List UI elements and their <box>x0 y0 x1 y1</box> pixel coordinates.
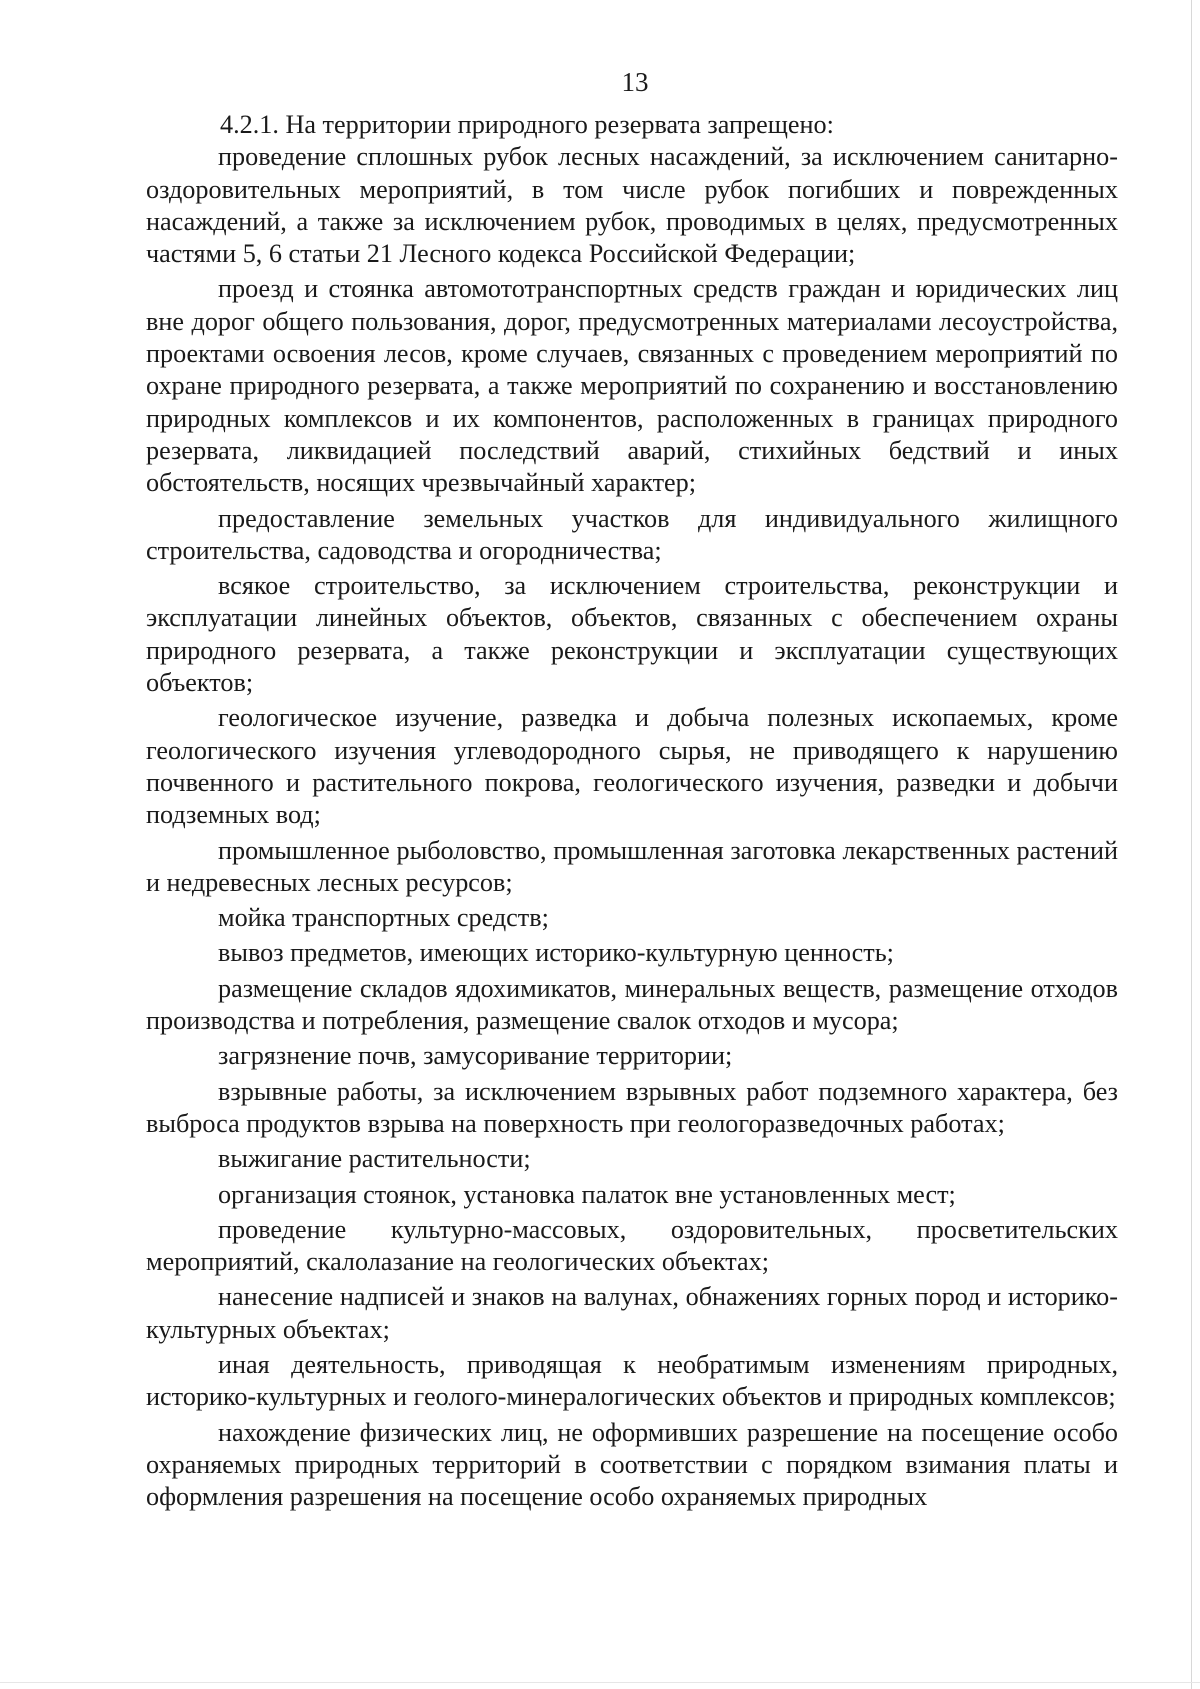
scan-edge-line <box>1191 0 1192 1689</box>
prohibition-item: организация стоянок, установка палаток вне установленных мест; <box>218 1179 956 1209</box>
prohibition-item: нанесение надписей и знаков на валунах, обнажениях горных пород и историко-культурных объектах; <box>146 1282 1118 1344</box>
prohibition-item: мойка транспортных средств; <box>218 903 549 933</box>
page-number: 13 <box>621 67 649 97</box>
prohibition-item: промышленное рыболовство, промышленная заготовка лекарственных растений и недревесных лесных ресурсов; <box>146 835 1118 897</box>
prohibition-item: нахождение физических лиц, не оформивших разрешение на посещение особо охраняемых природных территорий в соответствии с порядком взимания платы и оформления разрешения на посещение особо охраняемых природных <box>146 1417 1118 1512</box>
section-heading: 4.2.1. На территории природного резервата запрещено: <box>220 110 834 139</box>
prohibition-item: загрязнение почв, замусоривание территории; <box>218 1041 733 1071</box>
prohibition-item: выжигание растительности; <box>218 1144 531 1174</box>
document-body <box>146 109 1118 1513</box>
prohibition-item: геологическое изучение, разведка и добыча полезных ископаемых, кроме геологического изучения углеводородного сырья, не приводящего к нарушению почвенного и растительного покрова, геологического изучения, разведки и добычи подземных вод; <box>146 703 1118 830</box>
prohibition-item: всякое строительство, за исключением строительства, реконструкции и эксплуатации линейных объектов, объектов, связанных с обеспечением охраны природного резервата, а также реконструкции и эксплуатации существующих объектов; <box>146 571 1118 698</box>
prohibition-item: проведение сплошных рубок лесных насаждений, за исключением санитарно-оздоровительных мероприятий, в том числе рубок погибших и поврежденных насаждений, а также за исключением рубок, проводимых в целях, предусмотренных частями 5, 6 статьи 21 Лесного кодекса Российской Федерации; <box>146 142 1118 269</box>
prohibition-item: проведение культурно-массовых, оздоровительных, просветительских мероприятий, скалолазание на геологических объектах; <box>146 1214 1118 1277</box>
scan-bottom-line <box>0 1682 1200 1683</box>
prohibition-item: проезд и стоянка автомототранспортных средств граждан и юридических лиц вне дорог общего пользования, дорог, предусмотренных материалами лесоустройства, проектами освоения лесов, кроме случаев, связанных с проведением мероприятий по охране природного резервата, а также мероприятий по сохранению и восстановлению природных комплексов и их компонентов, расположенных в границах природного резервата, ликвидацией последствий аварий, стихийных бедствий и иных обстоятельств, носящих чрезвычайный характер; <box>146 274 1118 498</box>
prohibition-item: иная деятельность, приводящая к необратимым изменениям природных, историко-культурных и геолого-минералогических объектов и природных комплексов; <box>146 1349 1118 1412</box>
prohibition-item: размещение складов ядохимикатов, минеральных веществ, размещение отходов производства и потребления, размещение свалок отходов и мусора; <box>146 973 1118 1036</box>
prohibition-item: взрывные работы, за исключением взрывных работ подземного характера, без выброса продуктов взрыва на поверхность при геологоразведочных работах; <box>146 1076 1118 1138</box>
prohibition-item: вывоз предметов, имеющих историко-культурную ценность; <box>218 938 894 968</box>
prohibition-item: предоставление земельных участков для индивидуального жилищного строительства, садоводства и огородничества; <box>146 503 1118 565</box>
